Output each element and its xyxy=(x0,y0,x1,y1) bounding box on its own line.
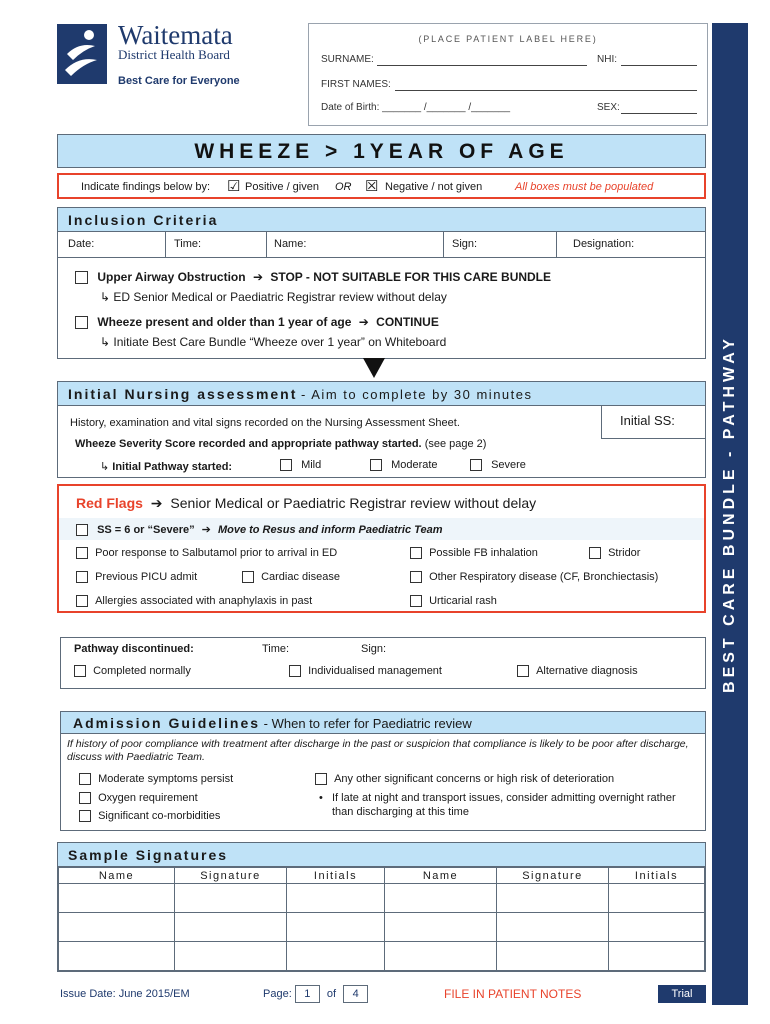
admission-checkbox[interactable] xyxy=(79,773,91,785)
wheeze-label: Wheeze present and older than 1 year of age xyxy=(97,315,352,329)
logo-subtitle: District Health Board xyxy=(118,47,230,62)
sex-label: SEX: xyxy=(597,102,620,113)
sig-cell[interactable] xyxy=(609,884,705,913)
arrow-down-icon xyxy=(363,358,385,378)
nursing-history: History, examination and vital signs recorded on the Nursing Assessment Sheet. xyxy=(70,417,460,429)
sig-cell[interactable] xyxy=(175,884,287,913)
inclusion-sign[interactable]: Sign: xyxy=(452,238,478,250)
admission-item: Oxygen requirement xyxy=(79,792,198,804)
page-total: 4 xyxy=(343,985,368,1003)
option-checkbox[interactable] xyxy=(74,665,86,677)
signatures-table xyxy=(58,867,705,971)
admission-checkbox[interactable] xyxy=(79,792,91,804)
option-checkbox[interactable] xyxy=(289,665,301,677)
red-flag-checkbox[interactable] xyxy=(589,547,601,559)
sig-col-header: Initials xyxy=(287,868,385,884)
mild-checkbox[interactable] xyxy=(280,459,292,471)
red-flag-item: Allergies associated with anaphylaxis in past xyxy=(76,595,312,607)
pathway-mild[interactable]: Mild xyxy=(280,459,321,471)
pathway-moderate[interactable]: Moderate xyxy=(370,459,438,471)
sex-field[interactable] xyxy=(621,113,697,114)
patient-label-box xyxy=(308,23,708,126)
crossed-box-icon: ☒ xyxy=(365,178,379,195)
uao-sub-text: ED Senior Medical or Paediatric Registrar review without delay xyxy=(113,290,447,304)
table-row xyxy=(59,884,705,913)
ss-checkbox[interactable] xyxy=(76,524,88,536)
inclusion-signoff-row xyxy=(58,232,705,258)
sig-cell[interactable] xyxy=(59,884,175,913)
uao-label: Upper Airway Obstruction xyxy=(97,270,246,284)
sig-col-header: Name xyxy=(385,868,497,884)
sig-col-header: Initials xyxy=(609,868,705,884)
sig-cell[interactable] xyxy=(385,942,497,971)
moderate-checkbox[interactable] xyxy=(370,459,382,471)
patient-label-heading: (PLACE PATIENT LABEL HERE) xyxy=(418,34,598,44)
wheeze-action: CONTINUE xyxy=(376,315,439,329)
inclusion-sub-wheeze: ↳ Initiate Best Care Bundle “Wheeze over 1 year” on Whiteboard xyxy=(100,335,447,349)
indicate-legend xyxy=(57,173,706,199)
inclusion-name[interactable]: Name: xyxy=(274,238,307,250)
inclusion-time[interactable]: Time: xyxy=(174,238,202,250)
admission-section xyxy=(60,711,706,831)
indicate-lead: Indicate findings below by: xyxy=(81,181,211,193)
trial-badge: Trial xyxy=(658,985,706,1003)
sig-cell[interactable] xyxy=(287,884,385,913)
admission-item: Significant co-morbidities xyxy=(79,810,220,822)
logo-mark xyxy=(57,24,107,84)
discontinued-sign[interactable]: Sign: xyxy=(361,643,387,655)
or-label: OR xyxy=(335,181,352,193)
sig-cell[interactable] xyxy=(385,884,497,913)
discontinued-label: Pathway discontinued: xyxy=(74,643,194,655)
inclusion-designation[interactable]: Designation: xyxy=(573,238,635,250)
signatures-heading-text: Sample Signatures xyxy=(68,847,229,863)
inclusion-sub-uao: ↳ ED Senior Medical or Paediatric Registrar review without delay xyxy=(100,290,447,304)
first-names-label: FIRST NAMES: xyxy=(321,79,391,90)
issue-date: Issue Date: June 2015/EM xyxy=(60,988,190,1000)
page-of: of xyxy=(326,988,337,1000)
admission-heading-text: Admission Guidelines xyxy=(73,715,261,731)
nursing-heading xyxy=(58,382,705,406)
uao-action: STOP - NOT SUITABLE FOR THIS CARE BUNDLE xyxy=(270,270,552,284)
table-row xyxy=(59,913,705,942)
sig-cell[interactable] xyxy=(609,913,705,942)
first-names-field[interactable] xyxy=(395,90,697,91)
negative-label: Negative / not given xyxy=(385,181,483,193)
sig-cell[interactable] xyxy=(497,884,609,913)
red-flag-checkbox[interactable] xyxy=(410,547,422,559)
admission-item: Any other significant concerns or high risk of deterioration xyxy=(315,773,614,785)
admission-checkbox[interactable] xyxy=(315,773,327,785)
nhi-label: NHI: xyxy=(597,54,617,65)
sig-cell[interactable] xyxy=(497,913,609,942)
admission-heading-tail: - When to refer for Paediatric review xyxy=(263,716,472,731)
sig-cell[interactable] xyxy=(175,913,287,942)
red-flag-checkbox[interactable] xyxy=(242,571,254,583)
page-title: WHEEZE > 1YEAR OF AGE xyxy=(57,134,706,168)
pathway-started-label: ↳ Initial Pathway started: xyxy=(100,461,233,473)
logo-tagline: Best Care for Everyone xyxy=(118,75,240,87)
red-flag-checkbox[interactable] xyxy=(76,571,88,583)
wheeze-checkbox[interactable] xyxy=(75,316,88,329)
discontinued-time[interactable]: Time: xyxy=(262,643,290,655)
page-label: Page: xyxy=(263,988,292,1000)
discontinued-option: Completed normally xyxy=(74,665,191,677)
inclusion-section xyxy=(57,207,706,359)
side-banner-text: BEST CARE BUNDLE - PATHWAY xyxy=(721,335,738,693)
pathway-discontinued-section xyxy=(60,637,706,689)
sig-col-header: Name xyxy=(59,868,175,884)
red-flag-item: Cardiac disease xyxy=(242,571,340,583)
dob-field[interactable]: Date of Birth: _______ /_______ /_______ xyxy=(321,102,511,113)
nursing-heading-tail: - Aim to complete by 30 minutes xyxy=(301,387,533,402)
red-flag-item: Urticarial rash xyxy=(410,595,497,607)
signatures-section xyxy=(57,842,706,972)
severe-checkbox[interactable] xyxy=(470,459,482,471)
red-flags-action: Senior Medical or Paediatric Registrar review without delay xyxy=(170,495,537,511)
inclusion-heading-text: Inclusion Criteria xyxy=(68,212,219,228)
severity-line xyxy=(75,438,486,450)
logo-name: Waitemata xyxy=(118,20,233,50)
side-banner xyxy=(712,23,748,1005)
checked-box-icon: ☑ xyxy=(227,178,241,195)
inclusion-item-wheeze: Wheeze present and older than 1 year of age ➔ CONTINUE xyxy=(75,315,439,329)
initial-ss-label[interactable]: Initial SS: xyxy=(620,413,675,428)
red-flags-section xyxy=(57,484,706,613)
red-flag-checkbox[interactable] xyxy=(410,571,422,583)
signatures-heading xyxy=(58,843,705,867)
red-flag-item: Poor response to Salbutamol prior to arrival in ED xyxy=(76,547,337,559)
red-flags-label: Red Flags xyxy=(76,495,143,511)
red-flag-item: Possible FB inhalation xyxy=(410,547,538,559)
surname-label: SURNAME: xyxy=(321,54,374,65)
positive-label: Positive / given xyxy=(245,181,319,193)
page-indicator xyxy=(263,985,368,1003)
sig-cell[interactable] xyxy=(287,942,385,971)
red-flag-checkbox[interactable] xyxy=(76,547,88,559)
nursing-heading-text: Initial Nursing assessment xyxy=(68,386,298,402)
discontinued-option: Individualised management xyxy=(289,665,442,677)
sig-col-header: Signature xyxy=(175,868,287,884)
admission-note: If history of poor compliance with treatment after discharge in the past or suspicion that compliance is likely to be poor after discharge, discuss with Paediatric Team. xyxy=(67,738,689,763)
sig-cell[interactable] xyxy=(287,913,385,942)
severity-text: Wheeze Severity Score recorded and appropriate pathway started. xyxy=(75,438,422,450)
sig-cell[interactable] xyxy=(385,913,497,942)
sig-cell[interactable] xyxy=(59,913,175,942)
sig-cell[interactable] xyxy=(59,942,175,971)
file-in-notes: FILE IN PATIENT NOTES xyxy=(444,987,582,1001)
admission-item: Moderate symptoms persist xyxy=(79,773,233,785)
red-flag-checkbox[interactable] xyxy=(76,595,88,607)
sig-cell[interactable] xyxy=(609,942,705,971)
wheeze-sub-text: Initiate Best Care Bundle “Wheeze over 1 year” on Whiteboard xyxy=(113,335,447,349)
sig-col-header: Signature xyxy=(497,868,609,884)
discontinued-option: Alternative diagnosis xyxy=(517,665,638,677)
surname-field[interactable] xyxy=(377,65,587,66)
uao-checkbox[interactable] xyxy=(75,271,88,284)
option-checkbox[interactable] xyxy=(517,665,529,677)
admission-checkbox[interactable] xyxy=(79,810,91,822)
nursing-section xyxy=(57,381,706,478)
red-flags-heading: Red Flags ➔ Senior Medical or Paediatric Registrar review without delay xyxy=(76,495,537,511)
severity-tail: (see page 2) xyxy=(424,438,487,450)
inclusion-date[interactable]: Date: xyxy=(68,238,95,250)
mandatory-note: All boxes must be populated xyxy=(515,181,654,193)
pathway-severe[interactable]: Severe xyxy=(470,459,526,471)
table-row xyxy=(59,942,705,971)
signatures-header-row xyxy=(59,868,705,884)
sig-cell[interactable] xyxy=(175,942,287,971)
inclusion-item-uao: Upper Airway Obstruction ➔ STOP - NOT SUITABLE FOR THIS CARE BUNDLE xyxy=(75,270,551,284)
sig-cell[interactable] xyxy=(497,942,609,971)
red-flag-checkbox[interactable] xyxy=(410,595,422,607)
inclusion-heading xyxy=(58,208,705,232)
admission-bullet: • If late at night and transport issues, consider admitting overnight rather than discharging at this time xyxy=(319,792,676,818)
red-flag-item: Other Respiratory disease (CF, Bronchiectasis) xyxy=(410,571,658,583)
red-flag-item: Previous PICU admit xyxy=(76,571,197,583)
nhi-field[interactable] xyxy=(621,65,697,66)
page-number: 1 xyxy=(295,985,320,1003)
red-flag-item: Stridor xyxy=(589,547,640,559)
red-flag-ss: SS = 6 or “Severe” ➔ Move to Resus and inform Paediatric Team xyxy=(76,523,442,536)
admission-heading xyxy=(61,712,705,734)
